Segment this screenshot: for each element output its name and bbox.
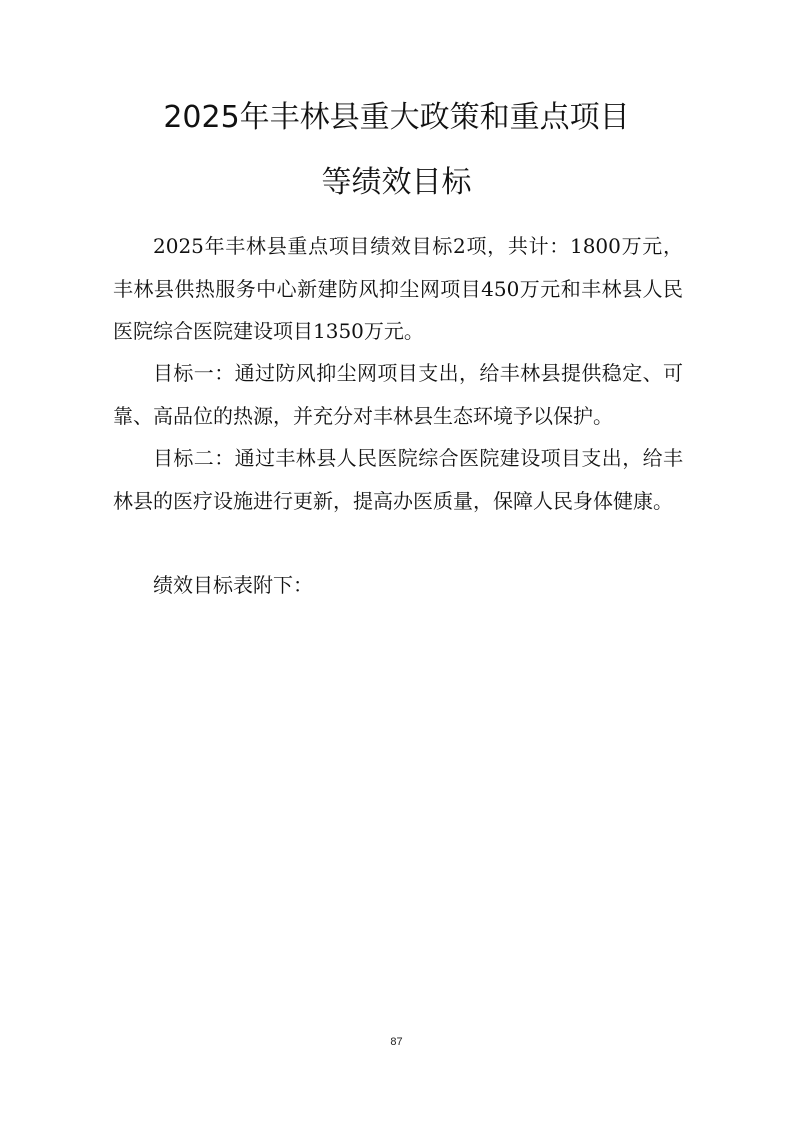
paragraph-goal-two-text: 目标二：通过丰林县人民医院综合医院建设项目支出，给丰林县的医疗设施进行更新，提高办医质量，保障人民身体健康。 <box>113 446 683 513</box>
page-number: 87 <box>390 1036 403 1048</box>
paragraph-summary-text: 2025年丰林县重点项目绩效目标2项，共计：1800万元，丰林县供热服务中心新建防风抑尘网项目450万元和丰林县人民医院综合医院建设项目1350万元。 <box>113 234 683 343</box>
paragraph-attachment-note <box>113 564 683 607</box>
paragraph-goal-one <box>113 352 683 437</box>
paragraph-attachment-note-text: 绩效目标表附下： <box>153 573 313 597</box>
paragraph-goal-two <box>113 437 683 522</box>
document-title-line-2: 等绩效目标 <box>321 165 472 200</box>
paragraph-goal-one-text: 目标一：通过防风抑尘网项目支出，给丰林县提供稳定、可靠、高品位的热源，并充分对丰林县生态环境予以保护。 <box>113 361 683 428</box>
document-title-line-1: 2025年丰林县重大政策和重点项目 <box>163 100 630 135</box>
paragraph-summary <box>113 225 683 353</box>
